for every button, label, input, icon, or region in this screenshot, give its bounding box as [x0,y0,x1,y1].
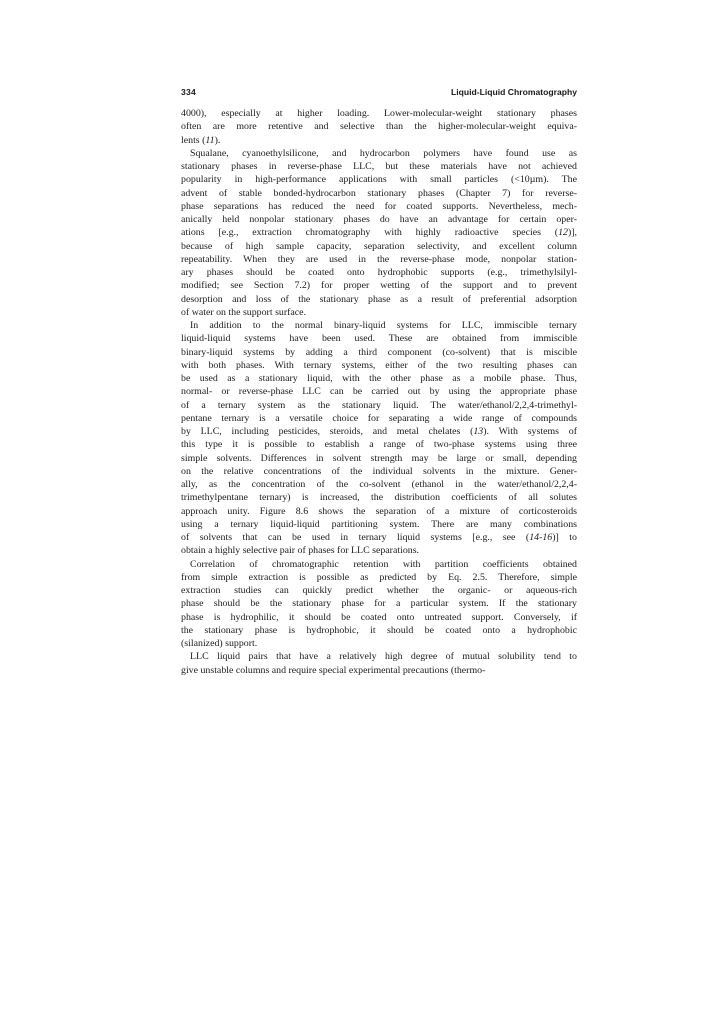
text-line: phase should be the stationary phase for a particular system. If the stationary [181,598,577,610]
page-number: 334 [181,87,196,97]
text-line: phase separations has reduced the need for coated supports. Nevertheless, mech- [181,200,577,212]
body-text [181,107,577,677]
text-line: approach unity. Figure 8.6 shows the separation of a mixture of corticosteroids [181,505,577,517]
text-line: popularity in high-performance applications with small particles (<10µm). The [181,174,577,186]
text-line: advent of stable bonded-hydrocarbon stationary phases (Chapter 7) for reverse- [181,187,577,199]
text-line: anically held nonpolar stationary phases do have an advantage for certain oper- [181,214,577,225]
text-line: ally, as the concentration of the co-solvent (ethanol in the water/ethanol/2,2,4- [181,479,577,490]
text-line: give unstable columns and require special experimental precautions (thermo- [181,664,486,676]
text-line: phase is hydrophilic, it should be coated onto untreated support. Conversely, if [181,611,577,623]
text-line: of water on the support surface. [181,306,307,318]
text-line: of a ternary system as the stationary liquid. The water/ethanol/2,2,4-trimethyl- [181,399,577,411]
text-line: be used as a stationary liquid, with the other phase as a mobile phase. Thus, [181,373,577,384]
text-line: using a ternary liquid-liquid partitioning system. There are many combinations [181,518,577,530]
text-line: modified; see Section 7.2) for proper wetting of the support and to prevent [181,280,577,292]
text-line: desorption and loss of the stationary phase as a result of preferential adsorption [181,293,577,305]
text-line: ary phases should be coated onto hydrophobic supports (e.g., trimethylsilyl- [181,267,577,278]
text-line: 4000), especially at higher loading. Lower-molecular-weight stationary phases [181,108,577,119]
chapter-title: Liquid-Liquid Chromatography [450,87,577,97]
text-line: often are more retentive and selective than the higher-molecular-weight equiva- [181,121,577,133]
text-line: Squalane, cyanoethylsilicone, and hydrocarbon polymers have found use as [190,147,577,159]
book-page [181,86,577,677]
text-line: with both phases. With ternary systems, either of the two resulting phases can [181,359,577,371]
paragraph [181,319,577,558]
text-line: this type it is possible to establish a range of two-phase systems using three [181,439,577,451]
text-line: normal- or reverse-phase LLC can be carried out by using the appropriate phase [181,386,577,398]
text-line: ations [e.g., extraction chromatography with highly radioactive species (12)], [181,227,577,239]
text-line: trimethylpentane ternary) is increased, the distribution coefficients of all solutes [181,492,577,504]
text-line: LLC liquid pairs that have a relatively high degree of mutual solubility tend to [190,651,577,663]
text-line: In addition to the normal binary-liquid systems for LLC, immiscible ternary [190,320,577,331]
text-line: because of high sample capacity, separation selectivity, and excellent column [181,240,577,252]
text-line: on the relative concentrations of the individual solvents in the mixture. Gener- [181,465,577,477]
text-line: by LLC, including pesticides, steroids, and metal chelates (13). With systems of [181,426,577,437]
text-line: repeatability. When they are used in the reverse-phase mode, nonpolar station- [181,253,577,265]
text-line: Correlation of chromatographic retention with partition coefficients obtained [190,558,577,570]
text-line: of solvents that can be used in ternary liquid systems [e.g., see (14-16)] to [181,532,577,543]
text-line: extraction studies can quickly predict whether the organic- or aqueous-rich [181,585,577,596]
text-line: from simple extraction is possible as predicted by Eq. 2.5. Therefore, simple [181,571,577,583]
paragraph [181,147,577,319]
paragraph [181,558,577,651]
text-line: binary-liquid systems by adding a third component (co-solvent) that is miscible [181,346,577,358]
running-head [181,86,577,100]
text-line: pentane ternary is a versatile choice for separating a wide range of compounds [181,412,577,424]
text-line: the stationary phase is hydrophobic, it should be coated onto a hydrophobic [181,624,577,636]
text-line: lents (11). [181,134,221,146]
text-line: (silanized) support. [181,638,258,649]
paragraph [181,650,577,677]
text-line: simple solvents. Differences in solvent strength may be large or small, depending [181,452,577,464]
paragraph [181,107,577,147]
text-line: obtain a highly selective pair of phases for LLC separations. [181,545,420,557]
text-line: stationary phases in reverse-phase LLC, but these materials have not achieved [181,161,577,172]
text-line: liquid-liquid systems have been used. These are obtained from immiscible [181,333,577,345]
